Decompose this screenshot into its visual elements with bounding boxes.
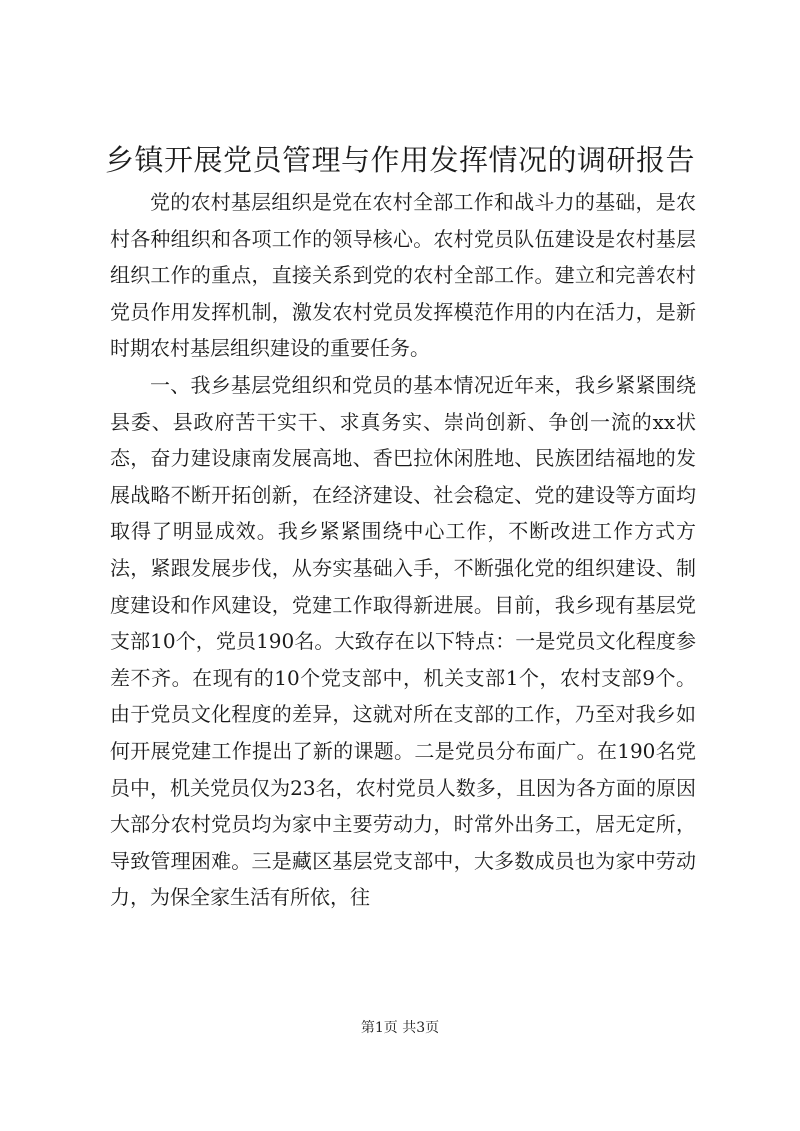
page-number-footer: 第1页 共3页 bbox=[360, 1020, 440, 1036]
document-body bbox=[110, 184, 696, 916]
document-title: 乡镇开展党员管理与作用发挥情况的调研报告 bbox=[104, 143, 695, 177]
paragraph-section-one: 一、我乡基层党组织和党员的基本情况近年来，我乡紧紧围绕县委、县政府苦干实干、求真务实、崇尚创新、争创一流的xx状态，奋力建设康南发展高地、香巴拉休闲胜地、民族团结福地的发展战略不断开拓创新，在经济建设、社会稳定、党的建设等方面均取得了明显成效。我乡紧紧围绕中心工作，不断改进工作方式方法，紧跟发展步伐，从夯实基础入手，不断强化党的组织建设、制度建设和作风建设，党建工作取得新进展。目前，我乡现有基层党支部10个，党员190名。大致存在以下特点：一是党员文化程度参差不齐。在现有的10个党支部中，机关支部1个，农村支部9个。由于党员文化程度的差异，这就对所在支部的工作，乃至对我乡如何开展党建工作提出了新的课题。二是党员分布面广。在190名党员中，机关党员仅为23名，农村党员人数多，且因为各方面的原因大部分农村党员均为家中主要劳动力，时常外出务工，居无定所，导致管理困难。三是藏区基层党支部中，大多数成员也为家中劳动力，为保全家生活有所依，往 bbox=[110, 372, 696, 910]
paragraph-intro: 党的农村基层组织是党在农村全部工作和战斗力的基础，是农村各种组织和各项工作的领导核心。农村党员队伍建设是农村基层组织工作的重点，直接关系到党的农村全部工作。建立和完善农村党员作用发挥机制，激发农村党员发挥模范作用的内在活力，是新时期农村基层组织建设的重要任务。 bbox=[110, 190, 696, 361]
